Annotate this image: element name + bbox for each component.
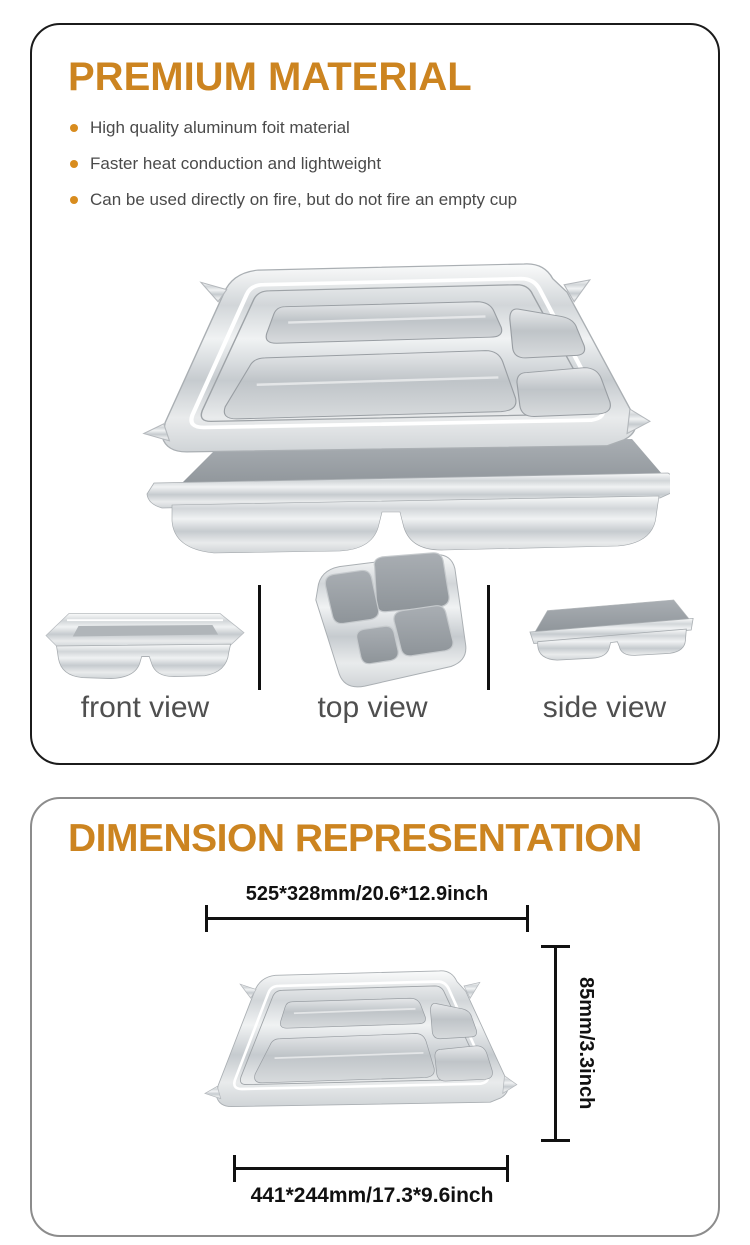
front-view-label: front view [80, 691, 210, 724]
view-divider [258, 585, 261, 690]
dimension-tick [205, 905, 208, 932]
feature-bullet [70, 189, 517, 211]
dimension-tick [506, 1155, 509, 1182]
top-view-label: top view [317, 691, 428, 724]
feature-bullet-list [70, 117, 517, 225]
dimension-tick [541, 1139, 570, 1142]
view-divider [487, 585, 490, 690]
dimension-tick [233, 1155, 236, 1182]
bullet-dot-icon [70, 196, 78, 204]
height-dimension-line [554, 945, 557, 1142]
dimension-representation-card [30, 797, 720, 1237]
outer-dimension-line [205, 917, 529, 920]
premium-material-title: PREMIUM MATERIAL [68, 55, 472, 99]
feature-bullet-text: Faster heat conduction and lightweight [90, 154, 382, 173]
dimension-tick [541, 945, 570, 948]
bullet-dot-icon [70, 124, 78, 132]
feature-bullet [70, 153, 517, 175]
inner-dimension-label: 441*244mm/17.3*9.6inch [250, 1184, 494, 1207]
top-view-image [288, 549, 470, 691]
side-view-image [528, 593, 698, 669]
height-dimension-label: 85mm/3.3inch [575, 977, 597, 1110]
feature-bullet [70, 117, 517, 139]
side-view-label: side view [542, 691, 667, 724]
dimension-tray-image [190, 963, 530, 1126]
premium-material-card [30, 23, 720, 765]
outer-dimension-label: 525*328mm/20.6*12.9inch [245, 883, 489, 905]
bullet-dot-icon [70, 160, 78, 168]
dimension-tick [526, 905, 529, 932]
front-view-image [40, 603, 250, 691]
stacked-trays-image [120, 249, 670, 565]
inner-dimension-line [233, 1167, 509, 1170]
feature-bullet-text: High quality aluminum foit material [90, 118, 350, 137]
dimension-representation-title: DIMENSION REPRESENTATION [68, 817, 642, 860]
feature-bullet-text: Can be used directly on fire, but do not fire an empty cup [90, 190, 518, 209]
